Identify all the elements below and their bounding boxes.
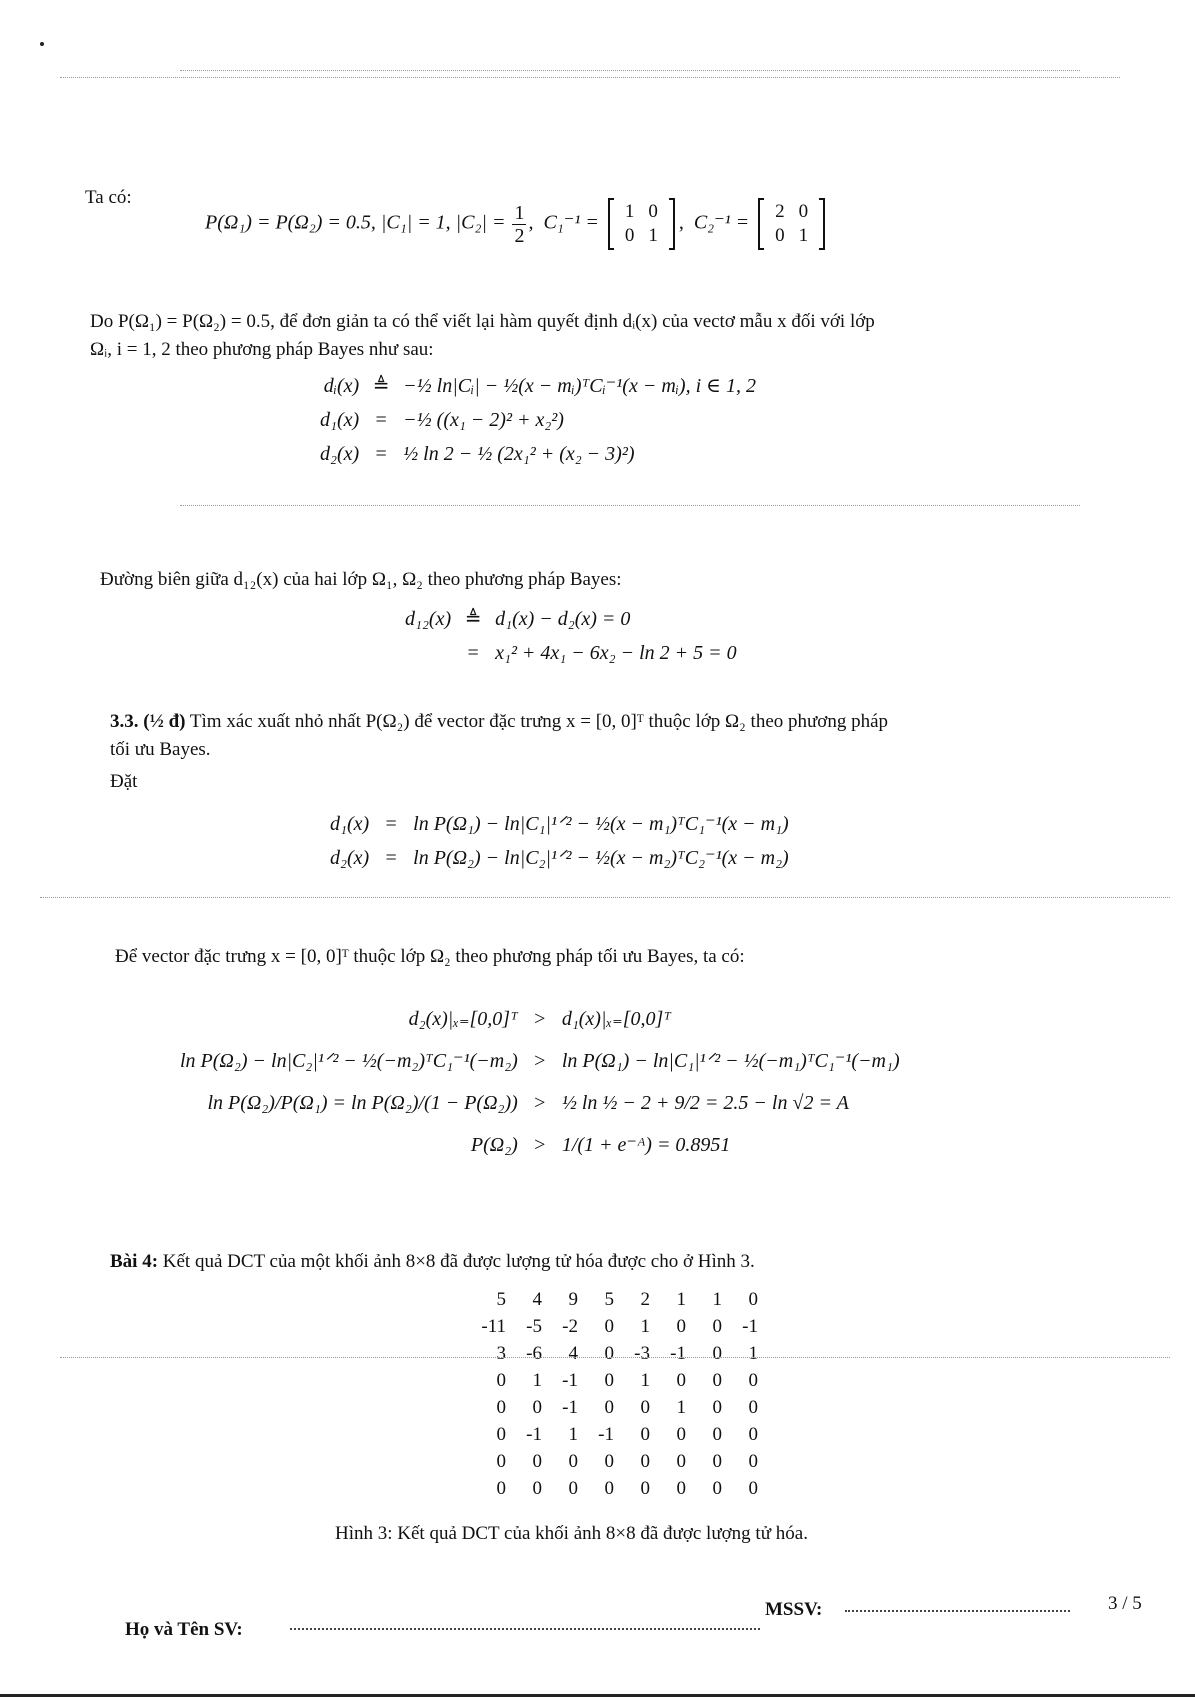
dct-cell: 0 [676, 1315, 686, 1337]
condition-text: Để vector đặc trưng x = [0, 0]ᵀ thuộc lớp Ω₂ theo phương pháp tối ưu Bayes, ta có: [115, 946, 745, 967]
dct-cell: 1 [676, 1396, 686, 1418]
eq-op: = [467, 642, 479, 664]
dct-row [470, 1394, 758, 1421]
dct-cell: 0 [676, 1450, 686, 1472]
question-points: (½ đ) [143, 711, 186, 732]
eq-op: = [385, 847, 397, 869]
dct-cell: -2 [562, 1315, 578, 1337]
question-3-3-line1 [110, 710, 888, 734]
dct-cell: -1 [562, 1396, 578, 1418]
eq-lhs: d₁₂(x) [405, 608, 452, 630]
boundary-equations [405, 605, 737, 667]
dct-cell: 0 [496, 1477, 506, 1499]
eq-lhs: d₁(x) [320, 409, 360, 431]
scan-artifact [60, 1357, 1170, 1358]
dct-cell: 0 [496, 1369, 506, 1391]
scan-artifact [40, 897, 1170, 898]
dct-cell: 5 [496, 1288, 506, 1310]
eq-rhs: ln P(Ω₂) − ln|C₂|¹ᐟ² − ½(x − m₂)ᵀC₂⁻¹(x − m₂) [413, 847, 789, 869]
dct-cell: 0 [496, 1396, 506, 1418]
dct-row [470, 1286, 758, 1313]
scan-artifact [180, 505, 1080, 506]
dct-cell: 0 [712, 1342, 722, 1364]
dct-cell: 5 [604, 1288, 614, 1310]
student-name-label: Họ và Tên SV: [125, 1619, 243, 1640]
dct-cell: 0 [676, 1369, 686, 1391]
dct-cell: 0 [712, 1423, 722, 1445]
matrix-cell: 1 [624, 201, 635, 222]
c1-inverse-matrix [608, 198, 675, 250]
dct-cell: 1 [676, 1288, 686, 1310]
dct-cell: 0 [496, 1450, 506, 1472]
dct-row [470, 1313, 758, 1340]
dct-cell: 0 [712, 1369, 722, 1391]
ineq-lhs: ln P(Ω₂) − ln|C₂|¹ᐟ² − ½(−m₂)ᵀC₁⁻¹(−m₂) [180, 1050, 518, 1072]
question-3-3-line2: tối ưu Bayes. [110, 739, 211, 760]
bayes-equations [320, 372, 756, 468]
half-fraction [512, 202, 526, 247]
dct-cell: 0 [748, 1423, 758, 1445]
dct-row [470, 1421, 758, 1448]
dct-cell: 0 [640, 1477, 650, 1499]
dct-cell: 0 [568, 1477, 578, 1499]
probability-equation: P(Ω₁) = P(Ω₂) = 0.5, |C₁| = 1, |C₂| = $\frac{1}{2}$ , C₁⁻¹ = 1 0 0 1 , C₂⁻¹ = 2 0 0 1 [205, 198, 829, 250]
dct-cell: 1 [532, 1369, 542, 1391]
dct-cell: 0 [748, 1396, 758, 1418]
eq-lhs: d₂(x) [320, 443, 360, 465]
dct-cell: 0 [748, 1288, 758, 1310]
dct-cell: 2 [640, 1288, 650, 1310]
dct-cell: 4 [568, 1342, 578, 1364]
dct-cell: 0 [676, 1423, 686, 1445]
dct-cell: -1 [670, 1342, 686, 1364]
eq-lhs: d₁(x) [330, 813, 370, 835]
dct-cell: 3 [496, 1342, 506, 1364]
c1-inv-label: C₁⁻¹ = [543, 211, 599, 234]
dct-row [470, 1448, 758, 1475]
ineq-rhs: d₁(x)|ₓ₌[0,0]ᵀ [561, 1008, 671, 1030]
frac-num: 1 [514, 201, 525, 224]
inequality-derivation [180, 1005, 900, 1159]
student-id-label: MSSV: [765, 1599, 823, 1620]
dct-cell: 0 [604, 1342, 614, 1364]
dct-cell: -1 [526, 1423, 542, 1445]
dct-cell: 0 [712, 1396, 722, 1418]
eq-op: = [375, 443, 387, 465]
dct-cell: 0 [604, 1450, 614, 1472]
dct-cell: 0 [604, 1369, 614, 1391]
matrix-cell: 0 [798, 201, 809, 222]
eq-op: = [385, 813, 397, 835]
eq-rhs: −½ ln|Cᵢ| − ½(x − mᵢ)ᵀCᵢ⁻¹(x − mᵢ), i ∈ 1, 2 [403, 375, 756, 397]
dct-cell: 0 [712, 1315, 722, 1337]
dct-matrix [470, 1286, 758, 1502]
c2-inverse-matrix [758, 198, 825, 250]
matrix-cell: 0 [624, 225, 635, 246]
scan-artifact [60, 77, 1120, 78]
ineq-lhs: d₂(x)|ₓ₌[0,0]ᵀ [408, 1008, 518, 1030]
dct-cell: 0 [532, 1396, 542, 1418]
dct-cell: -1 [562, 1369, 578, 1391]
decision-paragraph-line1: Do P(Ω₁) = P(Ω₂) = 0.5, để đơn giản ta có thể viết lại hàm quyết định dᵢ(x) của vectơ mẫu x đối với lớp [90, 311, 875, 332]
dct-cell: -3 [634, 1342, 650, 1364]
dct-cell: 0 [640, 1423, 650, 1445]
ineq-rhs: 1/(1 + e⁻ᴬ) = 0.8951 [561, 1134, 731, 1156]
dct-cell: 1 [748, 1342, 758, 1364]
dct-cell: 0 [532, 1450, 542, 1472]
page-number: 3 / 5 [1108, 1593, 1142, 1614]
dct-cell: 0 [640, 1396, 650, 1418]
dct-cell: 0 [604, 1396, 614, 1418]
question-text: Tìm xác xuất nhỏ nhất P(Ω₂) để vector đặc trưng x = [0, 0]ᵀ thuộc lớp Ω₂ theo phương pháp [189, 711, 889, 732]
dct-cell: 1 [640, 1315, 650, 1337]
dct-cell: 0 [604, 1477, 614, 1499]
dct-cell: -11 [481, 1315, 506, 1337]
prob-eq-text: P(Ω₁) = P(Ω₂) = 0.5, |C₁| = 1, |C₂| = [205, 211, 506, 234]
scan-dot [40, 42, 44, 46]
bai-4-heading [110, 1250, 755, 1274]
dct-cell: 0 [604, 1315, 614, 1337]
dct-cell: 1 [640, 1369, 650, 1391]
scan-artifact [180, 70, 1080, 71]
eq-op: = [375, 409, 387, 431]
dct-cell: 0 [748, 1369, 758, 1391]
ineq-op: > [534, 1008, 546, 1030]
frac-den: 2 [514, 224, 525, 247]
eq-op: ≜ [372, 375, 390, 397]
boundary-text: Đường biên giữa d₁₂(x) của hai lớp Ω₁, Ω₂ theo phương pháp Bayes: [100, 569, 622, 590]
dct-cell: 0 [712, 1450, 722, 1472]
eq-rhs: d₁(x) − d₂(x) = 0 [495, 608, 631, 630]
dct-row [470, 1340, 758, 1367]
page-bottom-edge [0, 1694, 1195, 1697]
eq-rhs: −½ ((x₁ − 2)² + x₂²) [403, 409, 564, 431]
dct-cell: 4 [532, 1288, 542, 1310]
matrix-cell: 1 [648, 225, 658, 246]
ineq-rhs: ln P(Ω₁) − ln|C₁|¹ᐟ² − ½(−m₁)ᵀC₁⁻¹(−m₁) [561, 1050, 900, 1072]
dct-cell: -6 [526, 1342, 542, 1364]
eq-rhs: ln P(Ω₁) − ln|C₁|¹ᐟ² − ½(x − m₁)ᵀC₁⁻¹(x − m₁) [413, 813, 789, 835]
dct-cell: 1 [568, 1423, 578, 1445]
ineq-op: > [534, 1092, 546, 1114]
bai-4-text: Kết quả DCT của một khối ảnh 8×8 đã được lượng tử hóa được cho ở Hình 3. [162, 1251, 755, 1272]
dct-cell: 9 [568, 1288, 578, 1310]
student-name-field[interactable] [290, 1612, 760, 1630]
ineq-rhs: ½ ln ½ − 2 + 9/2 = 2.5 − ln √2 = A [561, 1092, 849, 1114]
c2-inv-label: C₂⁻¹ = [693, 211, 750, 234]
dct-cell: -1 [742, 1315, 758, 1337]
dct-cell: 0 [748, 1477, 758, 1499]
dct-cell: -5 [526, 1315, 542, 1337]
student-id-field[interactable] [845, 1594, 1070, 1612]
dct-cell: 0 [640, 1450, 650, 1472]
dct-cell: 0 [532, 1477, 542, 1499]
matrix-cell: 0 [775, 225, 785, 246]
decision-paragraph-line2: Ωᵢ, i = 1, 2 theo phương pháp Bayes như sau: [90, 339, 434, 360]
eq-lhs: dᵢ(x) [323, 375, 360, 397]
eq-rhs: ½ ln 2 − ½ (2x₁² + (x₂ − 3)²) [403, 443, 635, 465]
eq-op: ≜ [464, 608, 482, 630]
ineq-lhs: P(Ω₂) [470, 1134, 518, 1156]
eq-lhs: d₂(x) [330, 847, 370, 869]
dct-row [470, 1475, 758, 1502]
question-number: 3.3. [110, 711, 139, 732]
intro-text: Ta có: [85, 187, 132, 208]
dat-label: Đặt [110, 771, 138, 792]
dat-equations [330, 810, 789, 872]
dct-cell: 0 [748, 1450, 758, 1472]
dct-cell: 0 [676, 1477, 686, 1499]
ineq-op: > [534, 1050, 546, 1072]
dct-row [470, 1367, 758, 1394]
bai-4-label: Bài 4: [110, 1251, 159, 1272]
dct-cell: 0 [496, 1423, 506, 1445]
dct-cell: 0 [712, 1477, 722, 1499]
matrix-cell: 2 [775, 201, 785, 222]
ineq-lhs: ln P(Ω₂)/P(Ω₁) = ln P(Ω₂)/(1 − P(Ω₂)) [207, 1092, 518, 1114]
matrix-cell: 0 [648, 201, 658, 222]
ineq-op: > [534, 1134, 546, 1156]
figure-caption: Hình 3: Kết quả DCT của khối ảnh 8×8 đã được lượng tử hóa. [335, 1523, 808, 1544]
matrix-cell: 1 [798, 225, 809, 246]
eq-rhs: x₁² + 4x₁ − 6x₂ − ln 2 + 5 = 0 [495, 642, 737, 664]
dct-cell: 0 [568, 1450, 578, 1472]
dct-cell: -1 [598, 1423, 614, 1445]
dct-cell: 1 [712, 1288, 722, 1310]
